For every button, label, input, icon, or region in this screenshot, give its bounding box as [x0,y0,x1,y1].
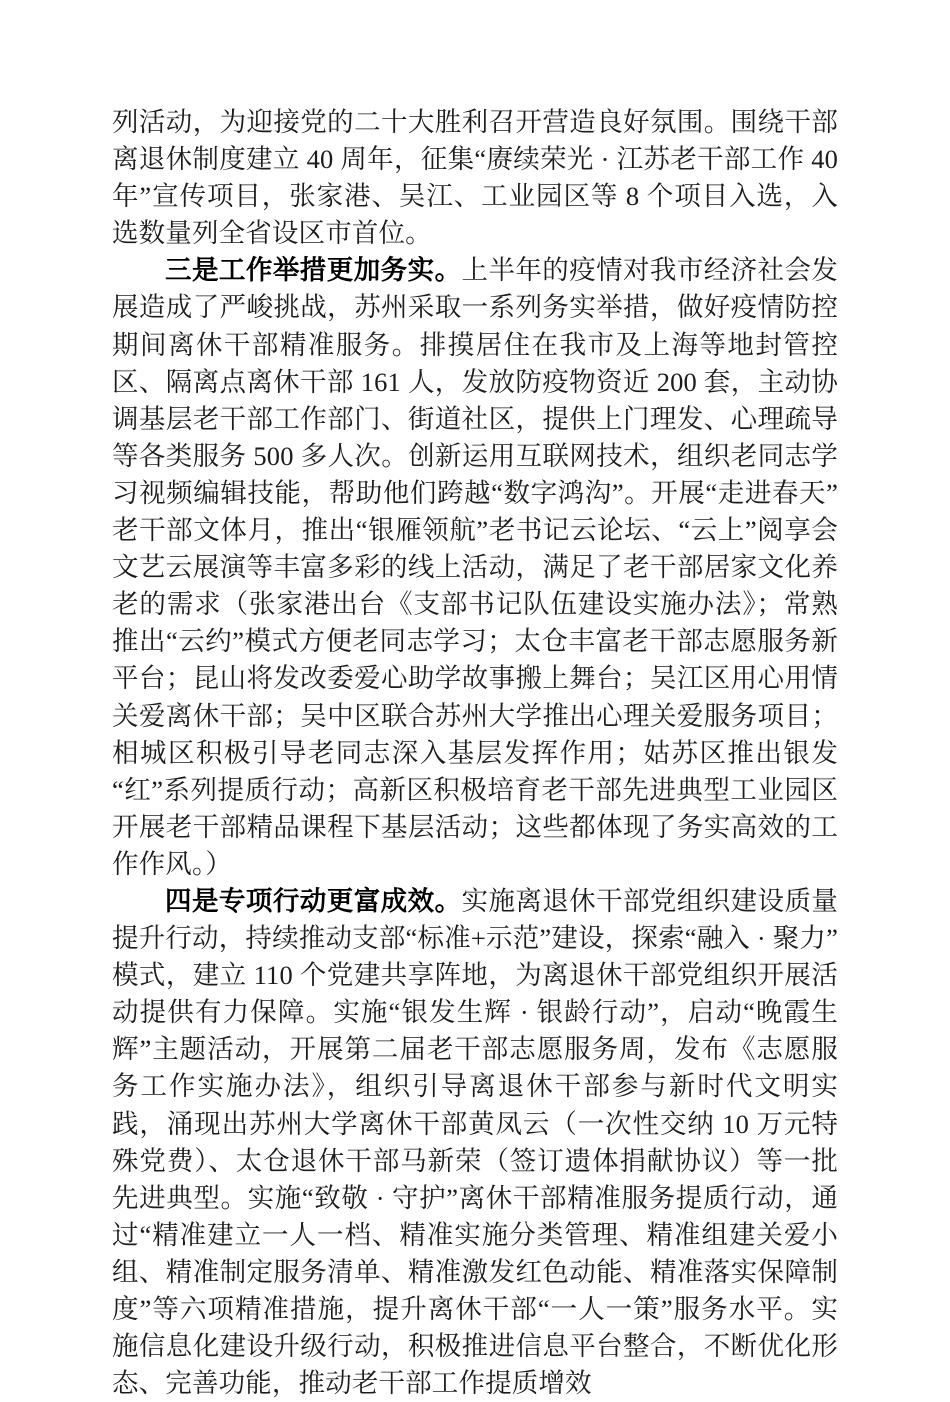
paragraph-section-four [112,883,838,1402]
paragraph-body-text: 实施离退休干部党组织建设质量提升行动，持续推动支部“标准+示范”建设，探索“融入 · 聚力”模式，建立 110 个党建共享阵地，为离退休干部党组织开展活动提供有力保障。实施“银发生辉 · 银龄行动”，启动“晚霞生辉”主题活动，开展第二届老干部志愿服务周，发布《志愿服务工作实施办法》，组织引导离退休干部参与新时代文明实践，涌现出苏州大学离休干部黄凤云（一次性交纳 10 万元特殊党费）、太仓退休干部马新荣（签订遗体捐献协议）等一批先进典型。实施“致敬 · 守护”离休干部精准服务提质行动，通过“精准建立一人一档、精准实施分类管理、精准组建关爱小组、精准制定服务清单、精准激发红色动能、精准落实保障制度”等六项精准措施，提升离休干部“一人一策”服务水平。实施信息化建设升级行动，积极推进信息平台整合，不断优化形态、完善功能，推动老干部工作提质增效 [112,885,838,1399]
paragraph-body-text: 上半年的疫情对我市经济社会发展造成了严峻挑战，苏州采取一系列务实举措，做好疫情防控期间离休干部精准服务。排摸居住在我市及上海等地封管控区、隔离点离休干部 161 人，发放防疫物资近 200 套，主动协调基层老干部工作部门、街道社区，提供上门理发、心理疏导等各类服务 500 多人次。创新运用互联网技术，组织老同志学习视频编辑技能，帮助他们跨越“数字鸿沟”。开展“走进春天”老干部文体月，推出“银雁领航”老书记云论坛、“云上”阅享会文艺云展演等丰富多彩的线上活动，满足了老干部居家文化养老的需求（张家港出台《支部书记队伍建设实施办法》；常熟推出“云约”模式方便老同志学习；太仓丰富老干部志愿服务新平台；昆山将发改委爱心助学故事搬上舞台；吴江区用心用情关爱离休干部；吴中区联合苏州大学推出心理关爱服务项目；相城区积极引导老同志深入基层发挥作用；姑苏区推出银发“红”系列提质行动；高新区积极培育老干部先进典型工业园区开展老干部精品课程下基层活动；这些都体现了务实高效的工作作风。） [112,255,838,879]
section-heading-three: 三是工作举措更加务实。 [165,255,462,286]
document-text-body [112,104,838,1402]
paragraph-body-text: 列活动，为迎接党的二十大胜利召开营造良好氛围。围绕干部离退休制度建立 40 周年，征集“赓续荣光 · 江苏老干部工作 40 年”宣传项目，张家港、吴江、工业园区等 8 个项目入选，入选数量列全省设区市首位。 [112,107,838,249]
section-heading-four: 四是专项行动更富成效。 [165,885,462,916]
paragraph-section-three [112,252,838,883]
paragraph-continuation [112,104,838,252]
